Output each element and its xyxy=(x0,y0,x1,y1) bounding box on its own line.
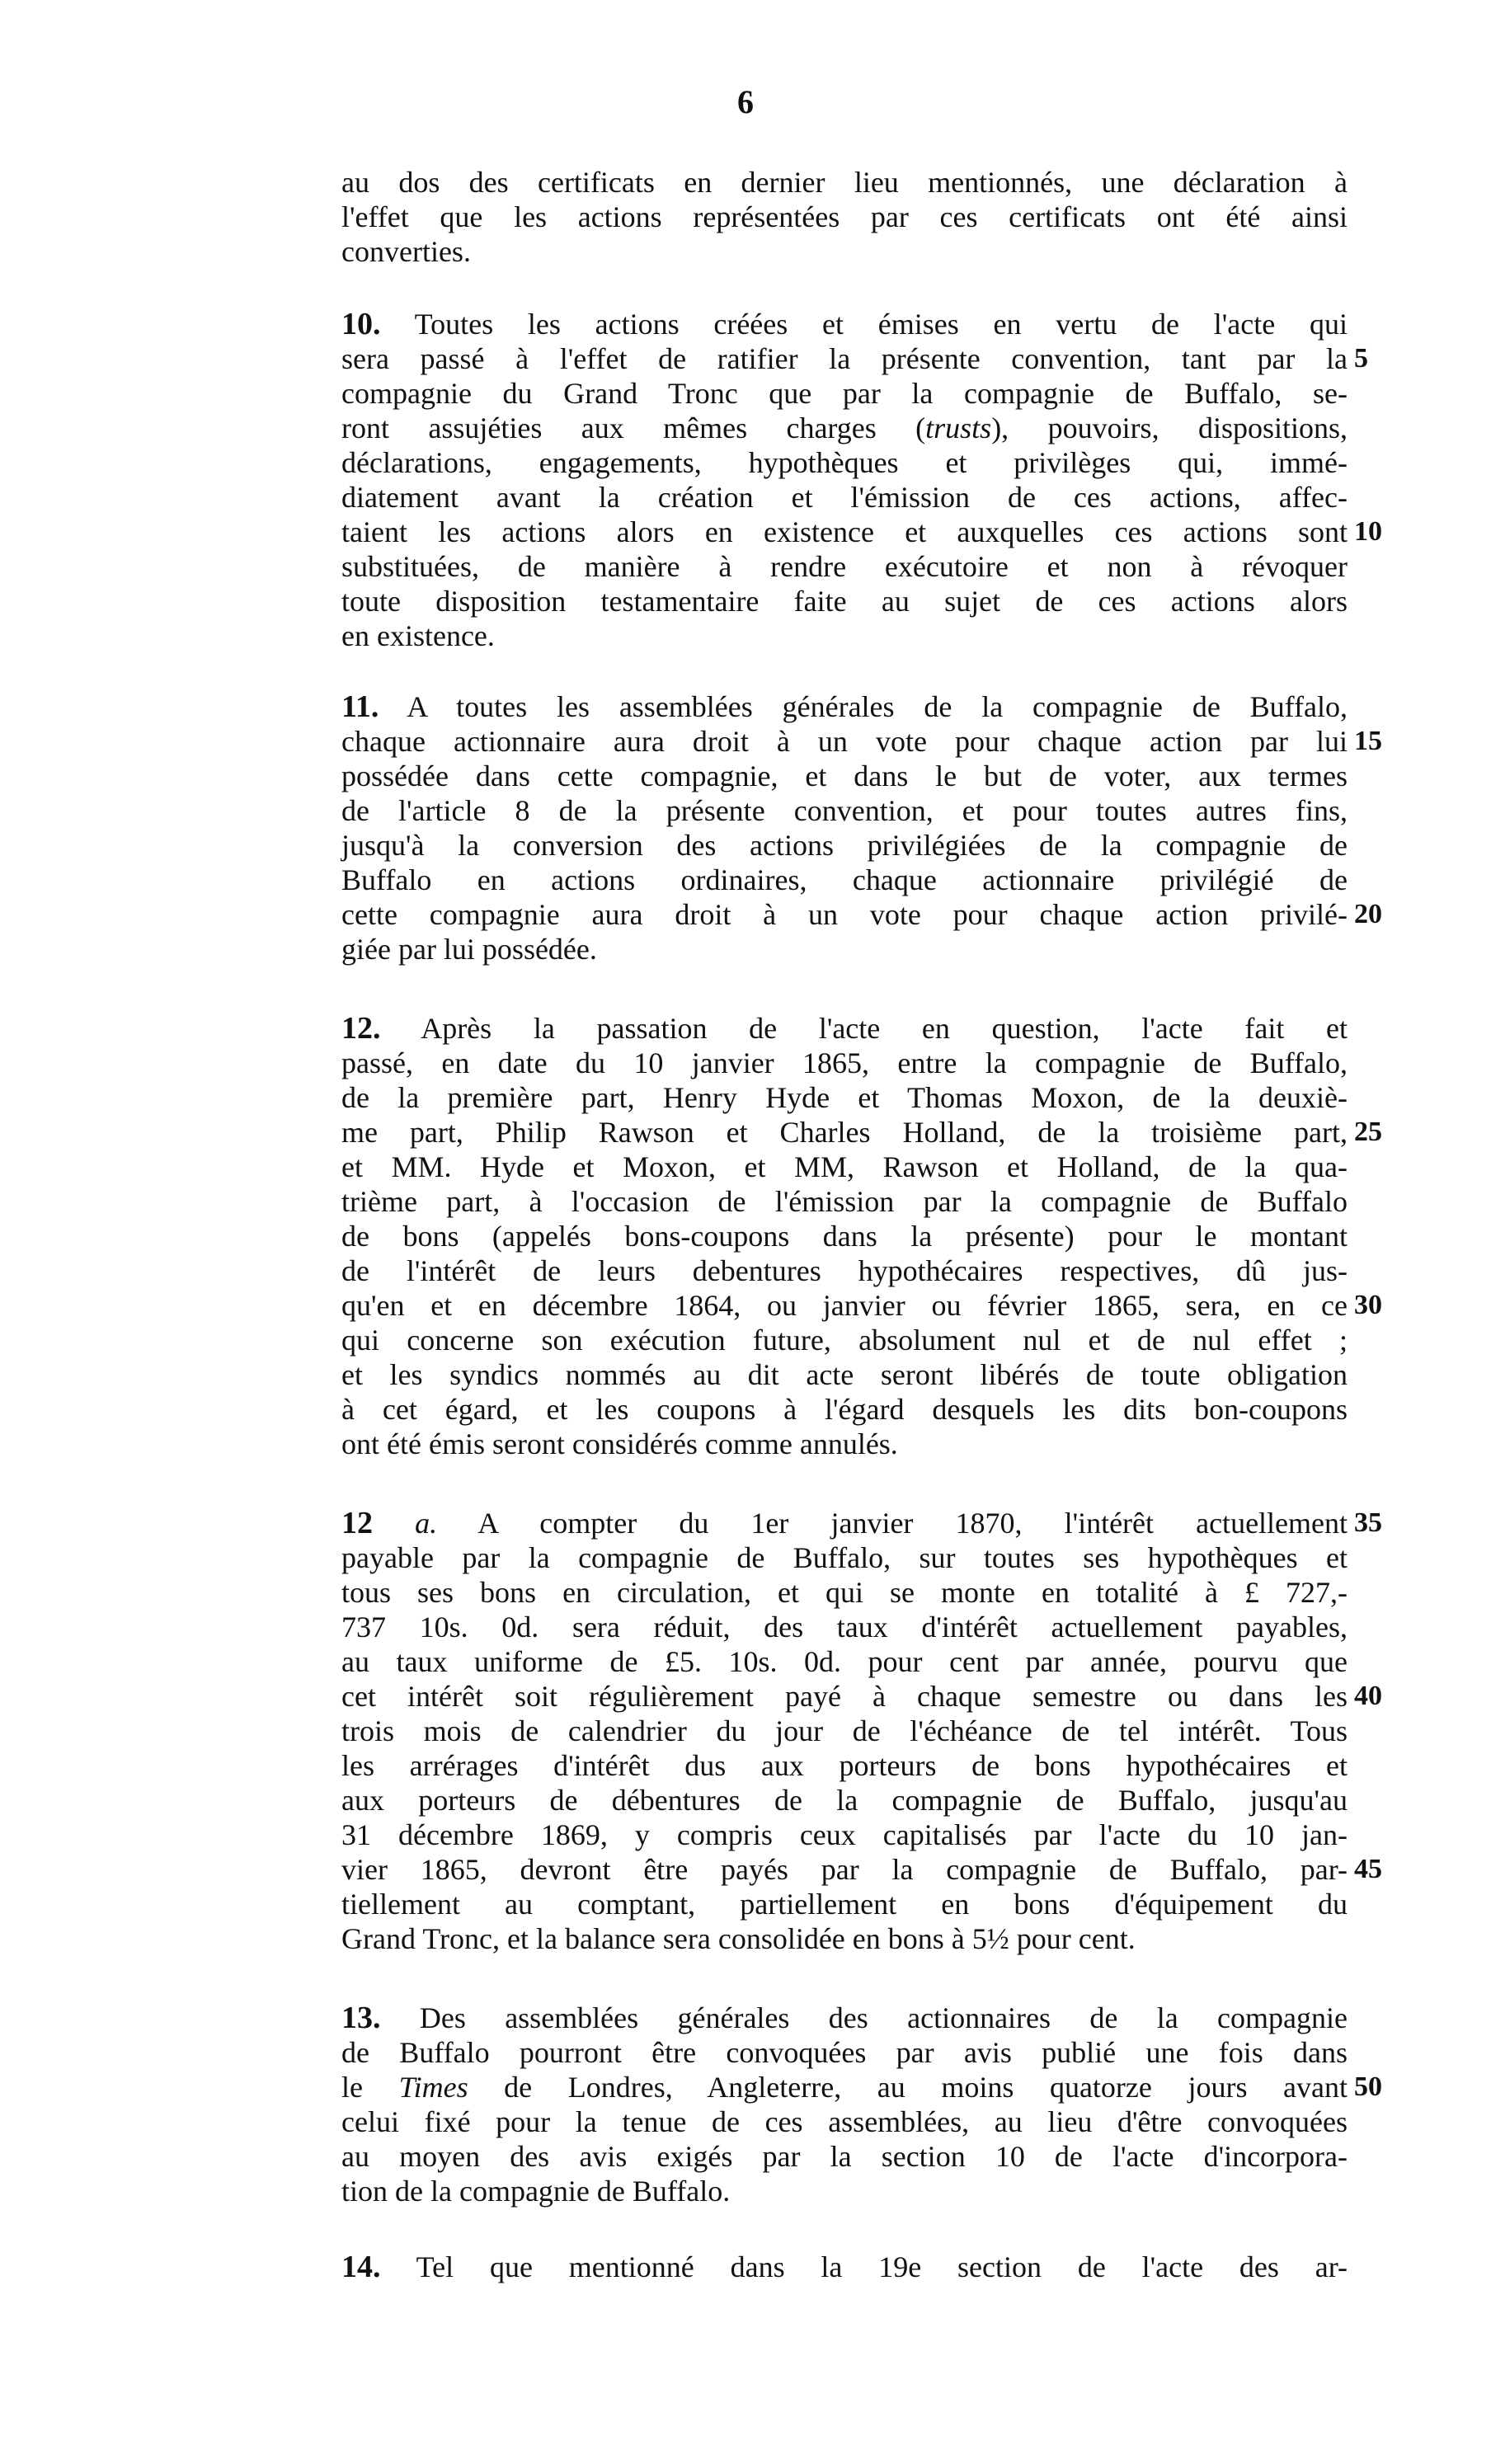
line-text: trois mois de calendrier du jour de l'échéance de tel intérêt. Tous xyxy=(341,1714,1348,1747)
text-line xyxy=(341,341,1368,376)
line-text: cet intérêt soit régulièrement payé à chaque semestre ou dans les xyxy=(341,1680,1348,1713)
line-text: le xyxy=(341,2071,399,2104)
text-line xyxy=(341,793,1348,828)
italic-term: trusts xyxy=(925,411,992,444)
text-line xyxy=(341,1357,1348,1392)
text-line xyxy=(341,1115,1382,1150)
text-line xyxy=(341,1427,1348,1461)
line-number: 30 xyxy=(1354,1290,1382,1320)
text-line xyxy=(341,932,1348,966)
line-text: tion de la compagnie de Buffalo. xyxy=(341,2175,731,2208)
text-line xyxy=(341,1887,1348,1921)
text-line xyxy=(341,515,1382,549)
text-line xyxy=(341,863,1348,897)
text-line xyxy=(341,2174,1348,2208)
text-line xyxy=(341,2250,1348,2284)
line-text: ont été émis seront considérés comme annulés. xyxy=(341,1427,898,1460)
paragraph-p12 xyxy=(341,1011,1382,1461)
text-line xyxy=(341,549,1348,584)
line-number: 35 xyxy=(1354,1507,1382,1538)
line-text: trième part, à l'occasion de l'émission par la compagnie de Buffalo xyxy=(341,1185,1348,1218)
text-line xyxy=(341,618,1348,653)
section-number: 10. xyxy=(341,307,381,341)
line-text: substituées, de manière à rendre exécutoire et non à révoquer xyxy=(341,550,1348,583)
line-number: 40 xyxy=(1354,1681,1382,1711)
text-line xyxy=(341,1506,1382,1540)
line-number: 10 xyxy=(1354,516,1382,547)
line-text: qui concerne son exécution future, absolument nul et de nul effet ; xyxy=(341,1324,1348,1357)
section-number: 13. xyxy=(341,2001,381,2035)
text-line xyxy=(341,165,1348,200)
text-line xyxy=(341,445,1348,480)
line-text: déclarations, engagements, hypothèques et privilèges qui, immé- xyxy=(341,446,1348,479)
text-line xyxy=(341,724,1382,759)
line-text: A toutes les assemblées générales de la compagnie de Buffalo, xyxy=(379,690,1348,723)
line-text: toute disposition testamentaire faite au sujet de ces actions alors xyxy=(341,585,1348,618)
line-text: de l'article 8 de la présente convention, et pour toutes autres fins, xyxy=(341,794,1348,827)
text-line xyxy=(341,1679,1382,1714)
line-text: les arrérages d'intérêt dus aux porteurs de bons hypothécaires et xyxy=(341,1749,1348,1782)
line-text: qu'en et en décembre 1864, ou janvier ou février 1865, sera, en ce xyxy=(341,1289,1348,1322)
text-line xyxy=(341,1783,1348,1817)
line-text: vier 1865, devront être payés par la compagnie de Buffalo, par- xyxy=(341,1853,1348,1886)
line-number: 25 xyxy=(1354,1117,1382,1147)
line-text: aux porteurs de débentures de la compagnie de Buffalo, jusqu'au xyxy=(341,1784,1348,1817)
text-line xyxy=(341,584,1348,618)
line-text: Des assemblées générales des actionnaires de la compagnie xyxy=(380,2001,1348,2034)
page-number: 6 xyxy=(737,83,754,120)
line-text: au taux uniforme de £5. 10s. 0d. pour cent par année, pourvu que xyxy=(341,1645,1348,1678)
text-line xyxy=(341,1184,1348,1219)
paragraph-p12a xyxy=(341,1506,1382,1956)
text-line xyxy=(341,307,1348,341)
line-text: Grand Tronc, et la balance sera consolidée en bons à 5½ pour cent. xyxy=(341,1922,1136,1955)
line-text-continued: ), pouvoirs, dispositions, xyxy=(991,411,1348,444)
line-text: 737 10s. 0d. sera réduit, des taux d'intérêt actuellement payables, xyxy=(341,1611,1348,1643)
text-line xyxy=(341,1011,1348,1046)
line-text: de bons (appelés bons-coupons dans la présente) pour le montant xyxy=(341,1220,1348,1253)
text-line xyxy=(341,1644,1348,1679)
line-text-continued: de Londres, Angleterre, au moins quatorze jours avant xyxy=(468,2071,1348,2104)
line-text: de l'intérêt de leurs debentures hypothécaires respectives, dû jus- xyxy=(341,1254,1348,1287)
line-text: taient les actions alors en existence et auxquelles ces actions sont xyxy=(341,515,1348,548)
text-line xyxy=(341,1540,1348,1575)
line-text: tous ses bons en circulation, et qui se monte en totalité à £ 727,- xyxy=(341,1576,1348,1609)
text-line xyxy=(341,1921,1348,1956)
line-number: 15 xyxy=(1354,726,1382,756)
text-line xyxy=(341,689,1348,724)
line-text: de la première part, Henry Hyde et Thomas Moxon, de la deuxiè- xyxy=(341,1081,1348,1114)
line-text: au dos des certificats en dernier lieu mentionnés, une déclaration à xyxy=(341,166,1348,199)
line-text: tiellement au comptant, partiellement en bons d'équipement du xyxy=(341,1888,1348,1921)
text-line xyxy=(341,200,1348,234)
text-line xyxy=(341,1392,1348,1427)
text-line xyxy=(341,1323,1348,1357)
text-line xyxy=(341,2035,1348,2070)
text-line xyxy=(341,1575,1348,1610)
text-line xyxy=(341,759,1348,793)
line-text: giée par lui possédée. xyxy=(341,933,597,966)
line-text: et MM. Hyde et Moxon, et MM, Rawson et Holland, de la qua- xyxy=(341,1150,1348,1183)
section-number: 11. xyxy=(341,689,379,724)
line-text: me part, Philip Rawson et Charles Holland, de la troisième part, xyxy=(341,1116,1348,1149)
line-text: A compter du 1er janvier 1870, l'intérêt actuellement xyxy=(437,1507,1348,1540)
section-number: 14. xyxy=(341,2250,381,2284)
line-text: Après la passation de l'acte en question, l'acte fait et xyxy=(380,1012,1348,1045)
line-number: 20 xyxy=(1354,899,1382,929)
line-text: Toutes les actions créées et émises en vertu de l'acte qui xyxy=(380,308,1348,341)
line-text: jusqu'à la conversion des actions privilégiées de la compagnie de xyxy=(341,829,1348,862)
text-line xyxy=(341,234,1348,269)
section-number: 12. xyxy=(341,1011,381,1046)
line-text: de Buffalo pourront être convoquées par avis publié une fois dans xyxy=(341,2036,1348,2069)
text-line xyxy=(341,2104,1348,2139)
line-text: chaque actionnaire aura droit à un vote pour chaque action par lui xyxy=(341,725,1348,758)
line-text: cette compagnie aura droit à un vote pour chaque action privilé- xyxy=(341,898,1348,931)
paragraph-p11 xyxy=(341,689,1382,966)
text-line xyxy=(341,411,1348,445)
line-text: ront assujéties aux mêmes charges ( xyxy=(341,411,926,444)
text-line xyxy=(341,1219,1348,1253)
line-text: payable par la compagnie de Buffalo, sur toutes ses hypothèques et xyxy=(341,1541,1348,1574)
text-line xyxy=(341,2070,1382,2104)
text-line xyxy=(341,1714,1348,1748)
text-line xyxy=(341,376,1348,411)
line-text: l'effet que les actions représentées par ces certificats ont été ainsi xyxy=(341,200,1348,233)
text-line xyxy=(341,1288,1382,1323)
text-line xyxy=(341,1852,1382,1887)
line-text: 31 décembre 1869, y compris ceux capitalisés par l'acte du 10 jan- xyxy=(341,1818,1348,1851)
text-line xyxy=(341,1046,1348,1080)
line-text: Tel que mentionné dans la 19e section de l'acte des ar- xyxy=(380,2250,1348,2283)
italic-term: Times xyxy=(398,2071,468,2104)
line-number: 5 xyxy=(1354,343,1368,374)
line-text: celui fixé pour la tenue de ces assemblées, au lieu d'être convoquées xyxy=(341,2105,1348,2138)
text-line xyxy=(341,1253,1348,1288)
line-text: passé, en date du 10 janvier 1865, entre la compagnie de Buffalo, xyxy=(341,1046,1348,1079)
text-line xyxy=(341,1080,1348,1115)
line-text: possédée dans cette compagnie, et dans le but de voter, aux termes xyxy=(341,759,1348,792)
paragraph-p13 xyxy=(341,2001,1382,2208)
line-text: compagnie du Grand Tronc que par la compagnie de Buffalo, se- xyxy=(341,377,1348,410)
line-text: et les syndics nommés au dit acte seront libérés de toute obligation xyxy=(341,1358,1348,1391)
line-text: Buffalo en actions ordinaires, chaque actionnaire privilégié de xyxy=(341,863,1348,896)
text-line xyxy=(341,1150,1348,1184)
text-line xyxy=(341,1748,1348,1783)
text-line xyxy=(341,480,1348,515)
line-text: diatement avant la création et l'émission de ces actions, affec- xyxy=(341,481,1348,514)
paragraph-p10 xyxy=(341,307,1382,653)
text-line xyxy=(341,2139,1348,2174)
paragraph-p0 xyxy=(341,165,1348,269)
line-text: à cet égard, et les coupons à l'égard desquels les dits bon-coupons xyxy=(341,1393,1348,1426)
line-text: en existence. xyxy=(341,619,495,652)
section-number-suffix: a. xyxy=(373,1507,438,1540)
line-text: sera passé à l'effet de ratifier la présente convention, tant par la xyxy=(341,342,1348,375)
text-line xyxy=(341,1610,1348,1644)
line-number: 50 xyxy=(1354,2071,1382,2102)
text-line xyxy=(341,2001,1348,2035)
line-text: au moyen des avis exigés par la section 10 de l'acte d'incorpora- xyxy=(341,2140,1348,2173)
text-line xyxy=(341,897,1382,932)
section-number: 12 xyxy=(341,1506,373,1540)
paragraph-p14 xyxy=(341,2250,1348,2284)
text-line xyxy=(341,828,1348,863)
line-text: converties. xyxy=(341,235,471,268)
line-number: 45 xyxy=(1354,1854,1382,1884)
text-line xyxy=(341,1817,1348,1852)
